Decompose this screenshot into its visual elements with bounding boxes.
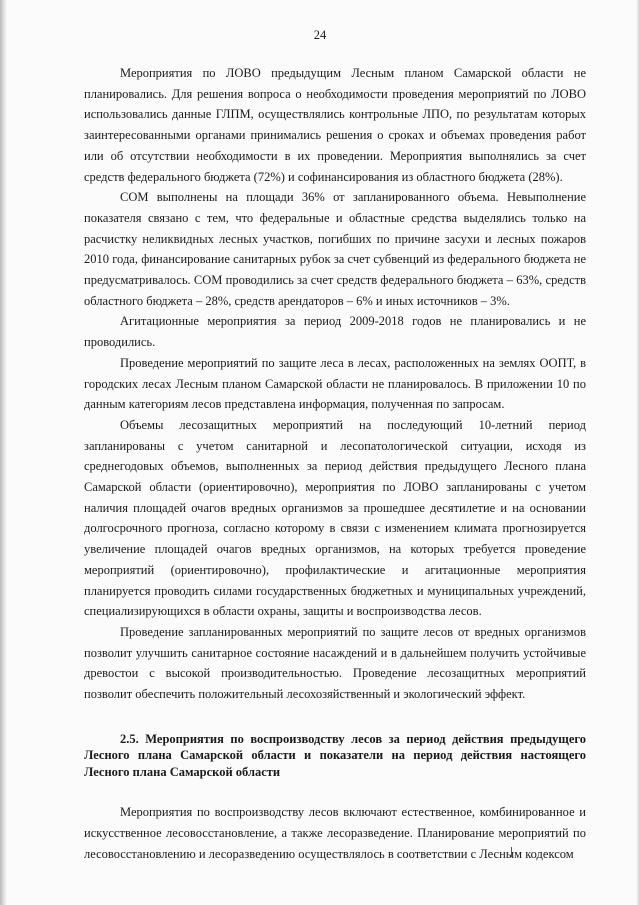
paragraph-reproduction: Мероприятия по воспроизводству лесов включают естественное, комбинированное и искусственное лесовосстановление, а также лесоразведение. Планирование мероприятий по лесовосстановлению и лесоразведению осуществлялось в соответствии с Лесным кодексом (84, 805, 586, 861)
page-number: 24 (313, 28, 327, 42)
paragraph-effect: Проведение запланированных мероприятий по защите лесов от вредных организмов позволит улучшить санитарное состояние насаждений и в дальнейшем получить устойчивые древостои с высокой производительностью. Проведение лесозащитных мероприятий позволит обеспечить положительный лесохозяйственный и экологический эффект. (84, 624, 586, 702)
section-heading-2-5: 2.5. Мероприятия по воспроизводству лесов за период действия предыдущего Лесного плана Самарской области и показатели на период действия настоящего Лесного плана Самарской области (84, 731, 586, 779)
paragraph-som: СОМ выполнены на площади 36% от запланированного объема. Невыполнение показателя связано с тем, что федеральные и областные средства выделялись только на расчистку неликвидных лесных участков, погибших по причине засухи и лесных пожаров 2010 года, финансирование санитарных рубок за счет субвенций из федерального бюджета не предусматривалось. СОМ проводились за счет средств федерального бюджета – 63%, средств областного бюджета – 28%, средств арендаторов – 6% и иных источников – 3%. (84, 190, 586, 308)
paragraph-planned-volumes: Объемы лесозащитных мероприятий на последующий 10-летний период запланированы с учетом санитарной и лесопатологической ситуации, исходя из среднегодовых объемов, выполненных за период действия предыдущего Лесного плана Самарской области (ориентировочно), мероприятия по ЛОВО запланированы с учетом наличия площадей очагов вредных организмов за прошедшее десятилетие и на основании долгосрочного прогноза, согласно которому в связи с изменением климата прогнозируется увеличение площадей очагов вредных организмов, на которых требуется проведение мероприятий (ориентировочно), профилактические и агитационные мероприятия планируется проводить силами государственных бюджетных и муниципальных учреждений, специализирующихся в области охраны, защиты и воспроизводства лесов. (84, 417, 586, 619)
scan-left-edge (0, 0, 7, 905)
paragraph-lovo-previous: Мероприятия по ЛОВО предыдущим Лесным планом Самарской области не планировались. Для решения вопроса о необходимости проведения мероприятий по ЛОВО использовались данные ГЛПМ, осуществлялись контрольные ЛПО, по результатам которых заинтересованными органами принимались решения о сроках и объемах проведения работ или об отсутствии необходимости в их проведении. Мероприятия выполнялись за счет средств федерального бюджета (72%) и софинансирования из областного бюджета (28%). (84, 66, 586, 184)
scan-artifact-mark (511, 847, 516, 857)
scan-right-edge (636, 0, 640, 905)
paragraph-oopt: Проведение мероприятий по защите леса в лесах, расположенных на землях ООПТ, в городских лесах Лесным планом Самарской области не планировалось. В приложении 10 по данным категориям лесов представлена информация, полученная по запросам. (84, 355, 586, 412)
document-body (84, 63, 586, 864)
paragraph-agitation: Агитационные мероприятия за период 2009-2018 годов не планировались и не проводились. (84, 314, 586, 350)
